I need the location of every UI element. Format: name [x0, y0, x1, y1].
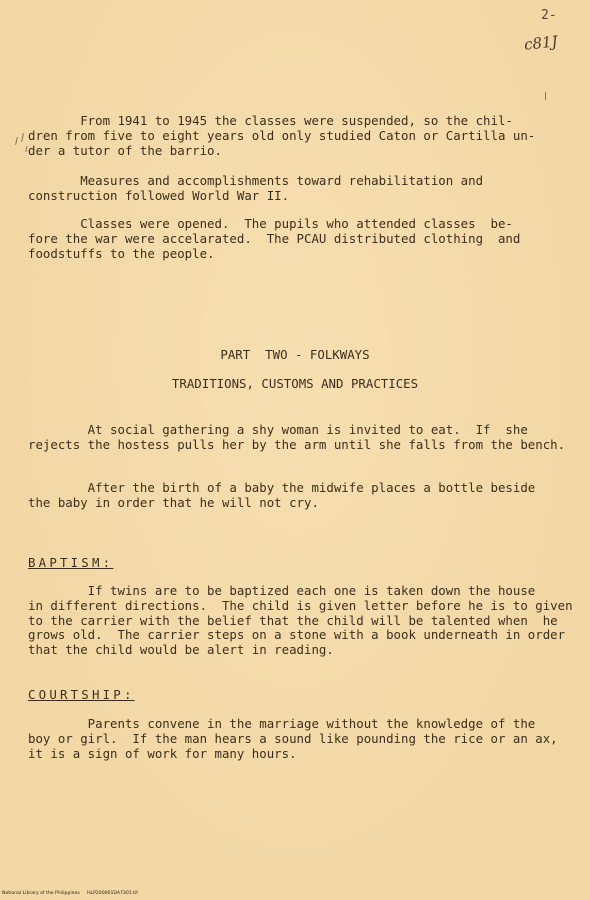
- margin-tick-left-2: [21, 133, 24, 142]
- paragraph-7-line-1: Parents convene in the marriage without the knowledge of the: [28, 716, 536, 731]
- margin-tick-left-1: [15, 137, 18, 145]
- paragraph-6-line-4: grows old. The carrier steps on a stone with a book underneath in order: [28, 627, 566, 642]
- paragraph-6-line-3: to the carrier with the belief that the child will be talented when he: [28, 613, 558, 628]
- paragraph-6-line-2: in different directions. The child is given letter before he is to given: [28, 598, 573, 613]
- paragraph-5-line-1: After the birth of a baby the midwife places a bottle beside: [28, 480, 536, 495]
- paragraph-4-line-2: rejects the hostess pulls her by the arm until she falls from the bench.: [28, 437, 566, 452]
- paragraph-3-line-2: fore the war were accelarated. The PCAU distributed clothing and: [28, 231, 521, 246]
- page-number: 2-: [541, 8, 557, 23]
- paragraph-2-line-2: construction followed World War II.: [28, 188, 290, 203]
- paragraph-7-line-3: it is a sign of work for many hours.: [28, 746, 297, 761]
- part-heading: PART TWO - FOLKWAYS: [220, 347, 370, 362]
- paragraph-1-line-1: From 1941 to 1945 the classes were suspended, so the chil-: [28, 113, 513, 128]
- handwritten-page-mark: c81J: [523, 32, 559, 54]
- margin-tick-right: [545, 92, 546, 100]
- paragraph-1-line-2: dren from five to eight years old only studied Caton or Cartilla un-: [28, 128, 536, 143]
- paragraph-5-line-2: the baby in order that he will not cry.: [28, 495, 319, 510]
- paragraph-1-line-3: der a tutor of the barrio.: [28, 143, 222, 158]
- sub-heading: TRADITIONS, CUSTOMS AND PRACTICES: [171, 376, 419, 391]
- paragraph-3-line-1: Classes were opened. The pupils who attended classes be-: [28, 216, 513, 231]
- paragraph-7-line-2: boy or girl. If the man hears a sound like pounding the rice or an ax,: [28, 731, 558, 746]
- paragraph-4-line-1: At social gathering a shy woman is invited to eat. If she: [28, 422, 528, 437]
- paragraph-3-line-3: foodstuffs to the people.: [28, 246, 215, 261]
- paragraph-6-line-5: that the child would be alert in reading.: [28, 642, 334, 657]
- paragraph-6-line-1: If twins are to be baptized each one is taken down the house: [28, 583, 536, 598]
- scan-footer: National Library of the Philippines HLP200001DA7301.tif: [2, 891, 138, 896]
- paragraph-2-line-1: Measures and accomplishments toward rehabilitation and: [28, 173, 484, 188]
- baptism-heading: BAPTISM:: [28, 555, 114, 570]
- courtship-heading: COURTSHIP:: [28, 687, 135, 702]
